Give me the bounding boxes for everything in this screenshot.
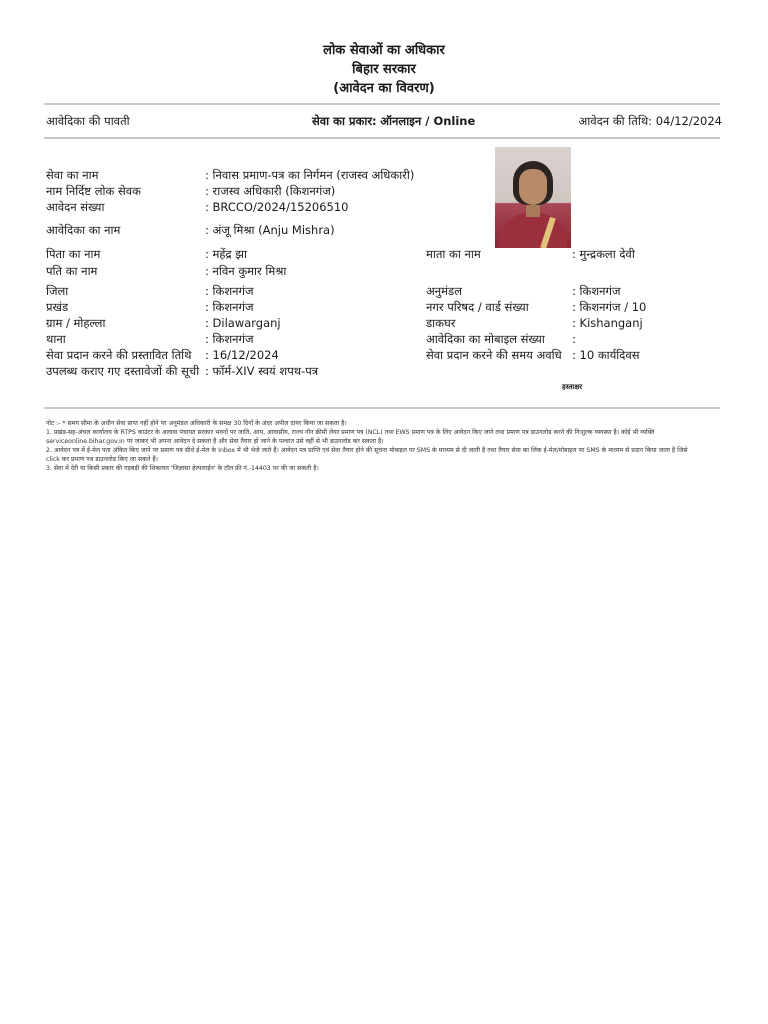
- mobile-value: :: [572, 332, 576, 346]
- time-limit-label: सेवा प्रदान करने की समय अवधि: [426, 348, 562, 362]
- proposed-date-label: सेवा प्रदान करने की प्रस्तावित तिथि: [46, 348, 192, 362]
- father-name-label: पिता का नाम: [46, 247, 101, 261]
- note-line: 1. प्रखंड-सह-अंचल कार्यालय के RTPS काउंटर के अलावा पंचायत सरकार भवनों पर जाति, आय, आवासीय, राज्य नॉन क्रीमी लेयर प्रमाण पत्र (NCL) तथा EWS प्रमाण पत्र के लिए आवेदन किए जाने तथा प्रमाण पत्र डाउनलोड करने की निःशुल्क व्यवस्था है। कोई भी व्यक्ति: [46, 429, 655, 436]
- service-name-label: सेवा का नाम: [46, 168, 99, 182]
- subdivision-value: : किशनगंज: [572, 284, 621, 298]
- husband-name-value: : नविन कुमार मिश्रा: [205, 264, 287, 278]
- applicant-name-value: : अंजू मिश्रा (Anju Mishra): [205, 223, 335, 237]
- header-line-2: बिहार सरकार: [352, 62, 416, 77]
- note-line: click कर प्रमाण पत्र डाउनलोड किए जा सकते हैं।: [46, 456, 158, 463]
- meta-divider: [44, 137, 720, 139]
- application-date-value: 04/12/2024: [655, 114, 722, 128]
- top-divider: [44, 103, 720, 105]
- application-date: [579, 114, 722, 129]
- signature-label: हस्ताक्षर: [562, 383, 583, 391]
- documents-value: : फॉर्म-XIV स्वयं शपथ-पत्र: [205, 364, 319, 378]
- application-number-label: आवेदन संख्या: [46, 200, 105, 214]
- block-value: : किशनगंज: [205, 300, 254, 314]
- proposed-date-value: : 16/12/2024: [205, 348, 279, 362]
- note-line: 3. सेवा में देरी या किसी प्रकार की गड़बड़ी की शिकायत 'जिज्ञासा हेल्पलाईन' के टॉल फ्री नं.-14403 पर की जा सकती है।: [46, 465, 319, 472]
- application-date-label: आवेदन की तिथि:: [578, 114, 653, 128]
- service-type: [312, 114, 475, 129]
- post-office-value: : Kishanganj: [572, 316, 643, 330]
- receipt-title: आवेदिका की पावती: [46, 114, 130, 128]
- police-station-value: : किशनगंज: [205, 332, 254, 346]
- mobile-label: आवेदिका का मोबाइल संख्या: [426, 332, 545, 346]
- ward-value: : किशनगंज / 10: [572, 300, 647, 314]
- notes-divider: [44, 407, 720, 409]
- time-limit-value: : 10 कार्यदिवस: [572, 348, 640, 362]
- village-label: ग्राम / मोहल्ला: [46, 316, 106, 330]
- mother-name-label: माता का नाम: [426, 247, 481, 261]
- note-line: serviceonline.bihar.gov.in पर जाकर भी अपना आवेदन दे सकता है और सेवा तैयार हो जाने के पश्चात उसे वहीं से भी डाउनलोड कर सकता है।: [46, 438, 384, 445]
- header-line-1: लोक सेवाओं का अधिकार: [323, 43, 445, 58]
- village-value: : Dilawarganj: [205, 316, 281, 330]
- service-type-label: सेवा का प्रकार:: [312, 114, 377, 128]
- husband-name-label: पति का नाम: [46, 264, 98, 278]
- officer-value: : राजस्व अधिकारी (किशनगंज): [205, 184, 336, 198]
- officer-label: नाम निर्दिष्ट लोक सेवक: [46, 184, 141, 198]
- application-number-value: : BRCCO/2024/15206510: [205, 200, 349, 214]
- service-name-value: : निवास प्रमाण-पत्र का निर्गमन (राजस्व अधिकारी): [205, 168, 415, 182]
- district-label: जिला: [46, 284, 69, 298]
- district-value: : किशनगंज: [205, 284, 254, 298]
- note-line: नोट :- * समय सीमा के अधीन सेवा प्राप्त नहीं होने पर अनुमंडल अधिकारी के समक्ष 30 दिनों के अंदर अपील दायर किया जा सकता है।: [46, 420, 347, 427]
- service-type-value: ऑनलाइन / Online: [380, 114, 476, 128]
- applicant-photo: [495, 147, 571, 248]
- note-line: 2. आवेदन पत्र में ई-मेल पता अंकित किए जाने पर प्रमाण पत्र सीधे ई-मेल के Inbox में भी भेजे जाते हैं। आवेदन पत्र प्राप्ति एवं सेवा तैयार होने की सूचना मोबाइल पर SMS के माध्यम से दी जाती है तथा तैयार सेवा का लिंक ई-मेल/मोबाइल पर SMS के माध्यम से प्रदान किया जाता है जिसे: [46, 447, 688, 454]
- mother-name-value: : मुन्द्रकला देवी: [572, 247, 635, 261]
- documents-label: उपलब्ध कराए गए दस्तावेजों की सूची: [46, 364, 200, 378]
- applicant-name-label: आवेदिका का नाम: [46, 223, 121, 237]
- father-name-value: : महेंद्र झा: [205, 247, 247, 261]
- post-office-label: डाकघर: [426, 316, 456, 330]
- header-line-3: (आवेदन का विवरण): [333, 81, 435, 96]
- block-label: प्रखंड: [46, 300, 69, 314]
- subdivision-label: अनुमंडल: [426, 284, 462, 298]
- ward-label: नगर परिषद / वार्ड संख्या: [426, 300, 529, 314]
- police-station-label: थाना: [46, 332, 66, 346]
